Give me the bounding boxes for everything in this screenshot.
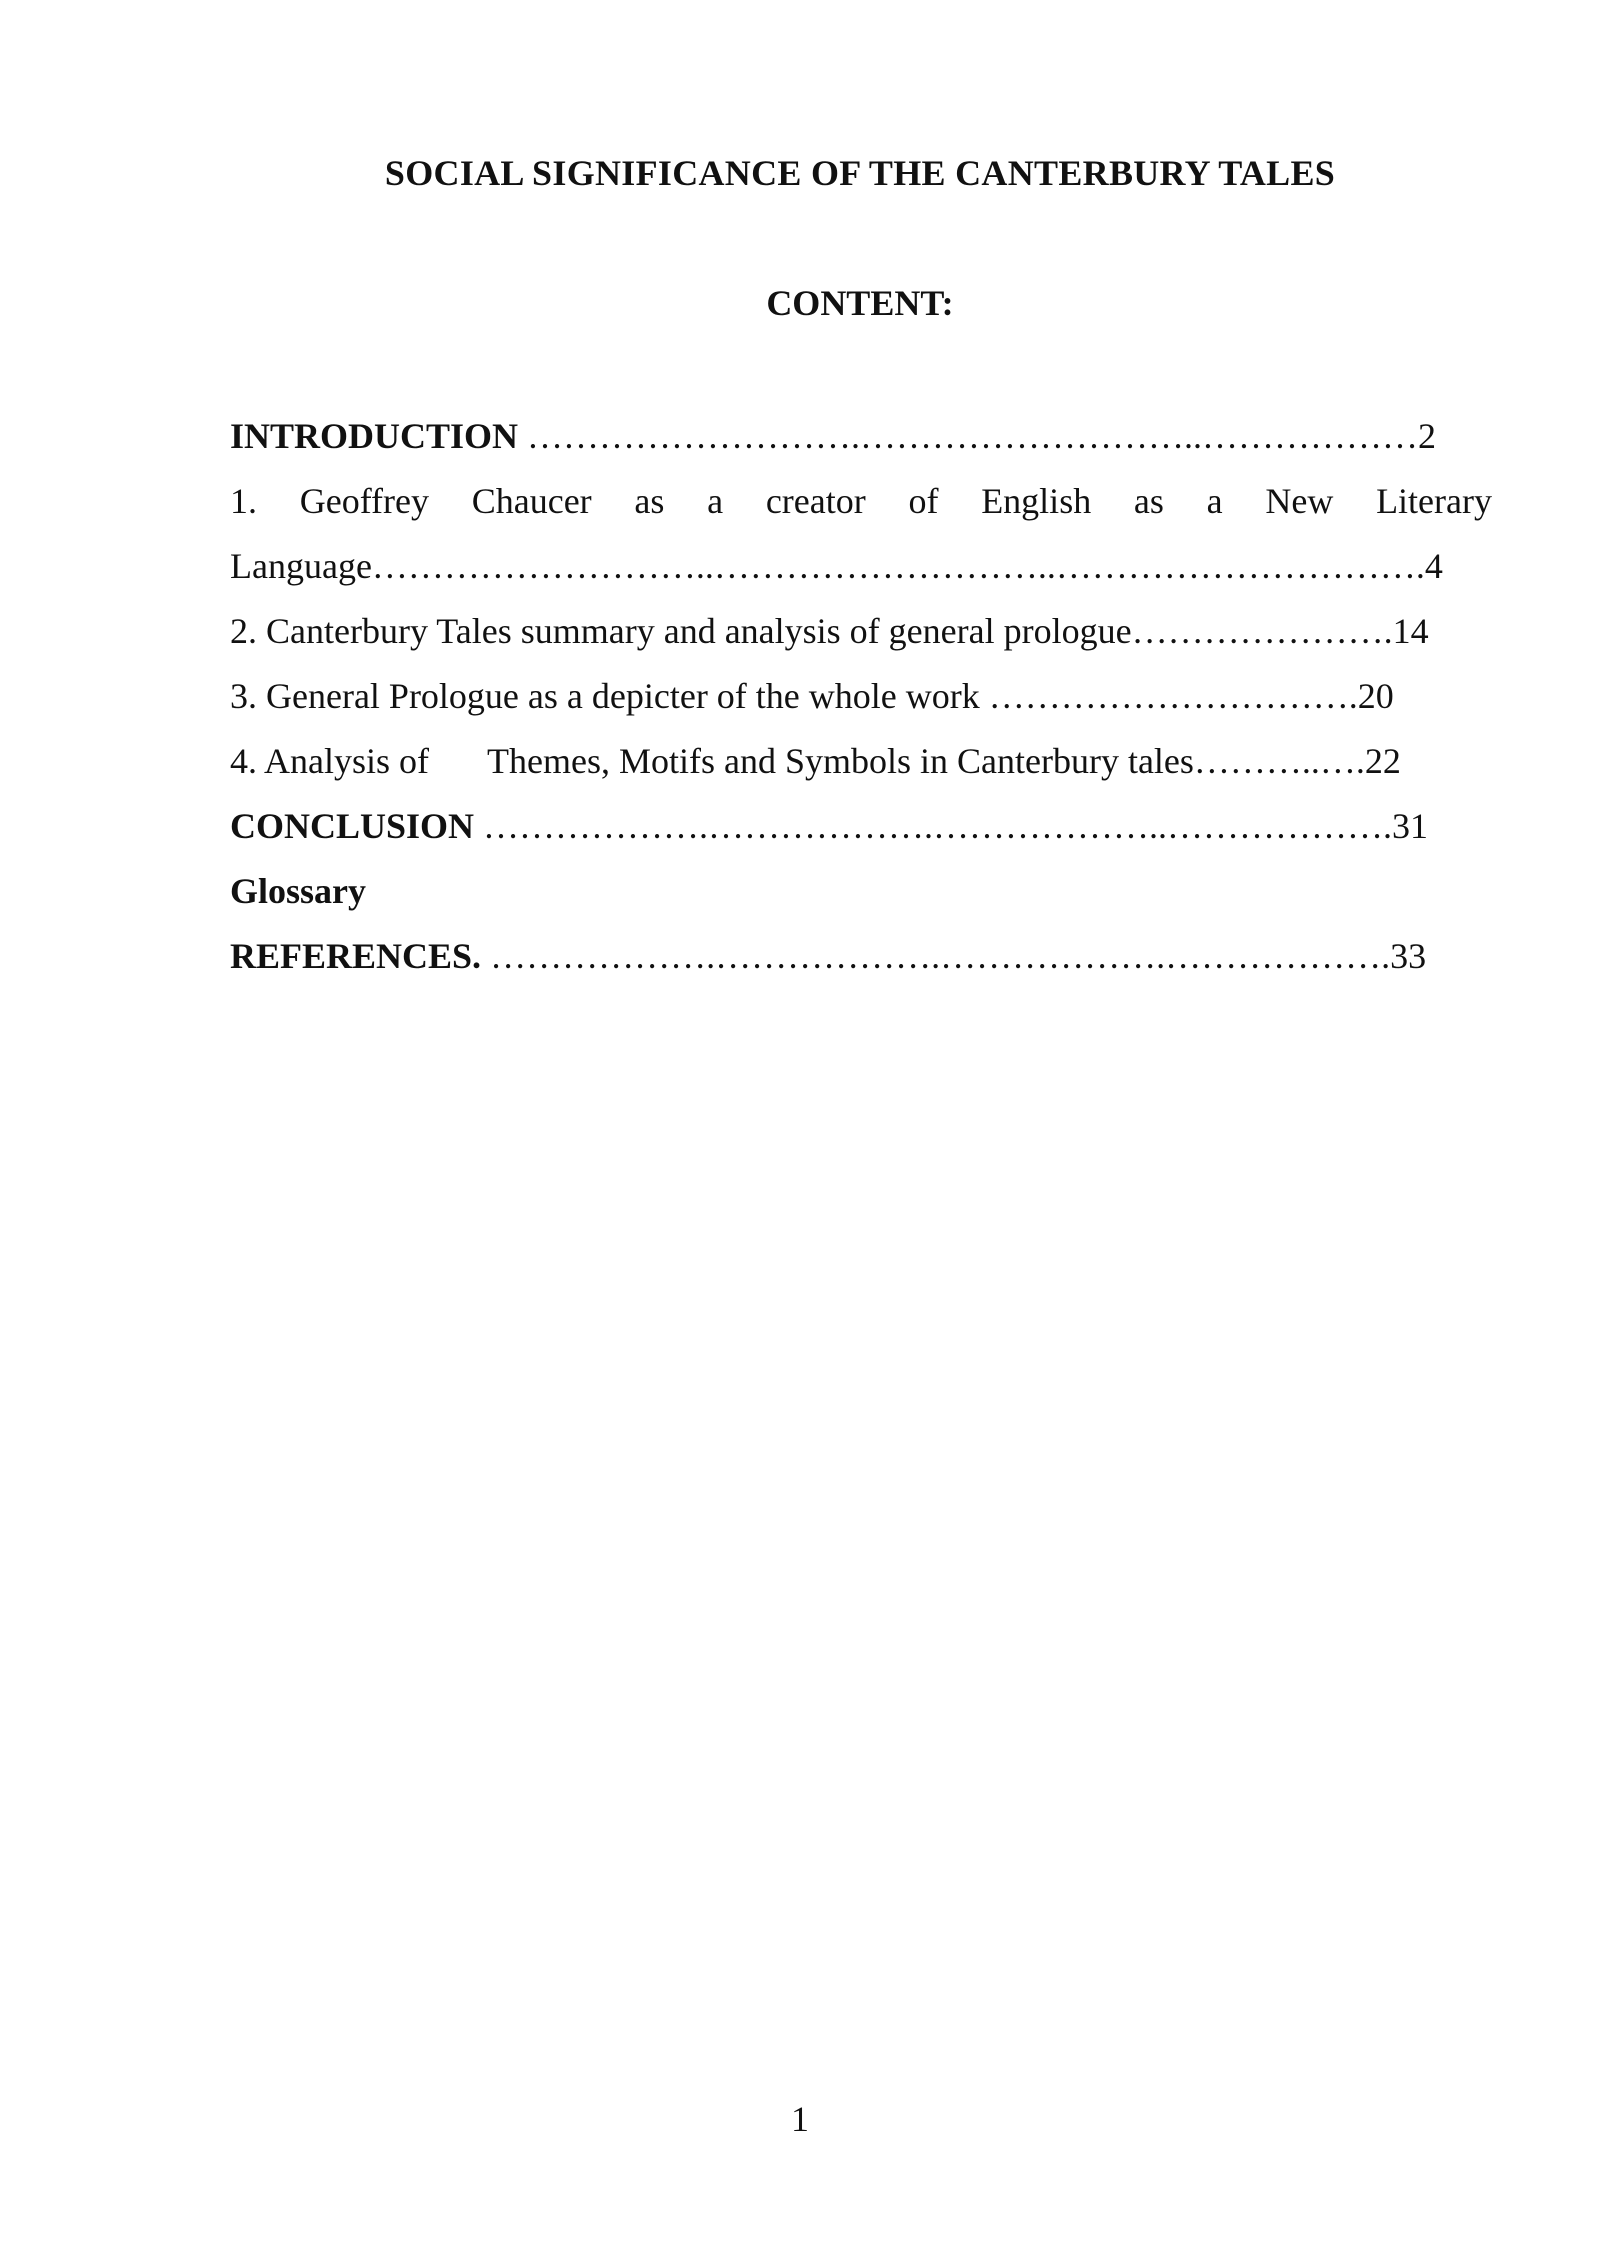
document-title: SOCIAL SIGNIFICANCE OF THE CANTERBURY TALES	[384, 153, 1336, 193]
toc-references-leader: ……………….……………….……………….……………….33	[481, 936, 1427, 976]
toc-entry-4-part2: Themes, Motifs and Symbols in Canterbury tales………..….22	[487, 741, 1401, 781]
toc-conclusion-leader: ……………….……………….………………..……………….31	[474, 806, 1429, 846]
toc-introduction-leader: ……………………….………………………..………………2	[518, 416, 1437, 456]
toc-entry-1-line2[interactable]: Language………………………..………………………..………………………….4	[230, 546, 1443, 586]
toc-entry-3[interactable]: 3. General Prologue as a depicter of the whole work ………………………….20	[230, 676, 1394, 716]
toc-entry-references[interactable]	[230, 928, 1492, 993]
toc-entry-2[interactable]: 2. Canterbury Tales summary and analysis of general prologue………………….14	[230, 611, 1429, 651]
toc-entry-4[interactable]	[230, 733, 1492, 798]
toc-entry-glossary[interactable]	[230, 863, 1492, 928]
content-heading: CONTENT:	[766, 283, 954, 323]
toc-entry-conclusion[interactable]	[230, 798, 1492, 863]
page-number: 1	[791, 2099, 809, 2139]
toc-entry-4-part1: 4. Analysis of	[230, 741, 430, 781]
toc-conclusion-label: CONCLUSION	[230, 806, 475, 846]
toc-introduction-label: INTRODUCTION	[230, 416, 519, 456]
toc-references-label: REFERENCES.	[230, 936, 482, 976]
toc-entry-introduction[interactable]	[230, 408, 1492, 473]
toc-entry-1-line1[interactable]: 1. Geoffrey Chaucer as a creator of English as a New Literary	[230, 481, 1492, 521]
table-of-contents	[230, 408, 1492, 993]
toc-glossary-label: Glossary	[230, 871, 367, 911]
